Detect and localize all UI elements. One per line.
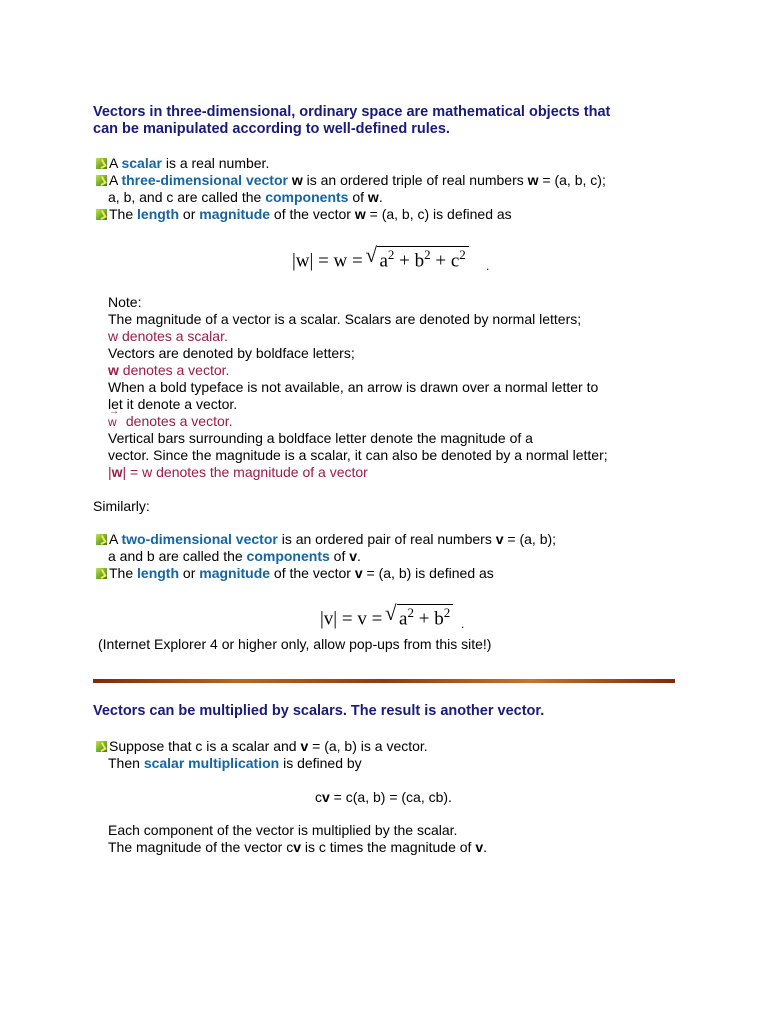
- similarly-label: Similarly:: [93, 498, 150, 514]
- formula-3d-period: .: [486, 259, 490, 273]
- intro-heading-line-2: can be manipulated according to well-defined rules.: [93, 121, 450, 137]
- length-term: length: [137, 206, 180, 222]
- note-line-1: The magnitude of a vector is a scalar. Scalars are denoted by normal letters;: [108, 311, 582, 327]
- bullet-icon: [96, 534, 107, 545]
- note-line-6: let it denote a vector.: [108, 396, 238, 412]
- magnitude-2d-formula: |v| = v = √ $a^2 + b^2$: [320, 604, 453, 630]
- closing-line-1: Each component of the vector is multiplied by the scalar.: [108, 822, 458, 838]
- scalar-mult-definition: Suppose that c is a scalar and v = (a, b) is a vector.: [96, 738, 428, 755]
- note-line-2: w denotes a scalar.: [108, 328, 228, 344]
- components-term: components: [246, 548, 330, 564]
- bullet-icon: [96, 209, 107, 220]
- two-dim-vector-term: two-dimensional vector: [121, 531, 278, 547]
- note-line-7: → w denotes a vector.: [108, 413, 233, 431]
- scalar-multiplication-term: scalar multiplication: [143, 755, 280, 771]
- note-line-5: When a bold typeface is not available, an arrow is drawn over a normal letter to: [108, 379, 599, 395]
- components-term: components: [265, 189, 349, 205]
- length-3d-definition: The length or magnitude of the vector w = (a, b, c) is defined as: [96, 206, 512, 223]
- magnitude-term: magnitude: [199, 206, 271, 222]
- three-dim-vector-definition: A three-dimensional vector w is an ordered triple of real numbers w = (a, b, c);: [96, 172, 606, 189]
- section-divider: [93, 679, 675, 683]
- browser-note: (Internet Explorer 4 or higher only, allow pop-ups from this site!): [98, 636, 492, 652]
- scalar-mult-formula: cv = c(a, b) = (ca, cb).: [315, 789, 452, 805]
- components-2d-line: a and b are called the components of v.: [108, 548, 361, 564]
- scalar-term: scalar: [121, 155, 162, 171]
- bullet-icon: [96, 158, 107, 169]
- section-2-heading: Vectors can be multiplied by scalars. The result is another vector.: [93, 703, 545, 719]
- magnitude-3d-formula: |w| = w = √ $a^2 + b^2 + c^2$: [292, 246, 469, 272]
- three-dim-vector-term: three-dimensional vector: [121, 172, 288, 188]
- two-dim-vector-definition: A two-dimensional vector is an ordered pair of real numbers v = (a, b);: [96, 531, 556, 548]
- length-term: length: [137, 565, 180, 581]
- formula-2d-period: .: [461, 617, 465, 631]
- intro-heading-line-1: Vectors in three-dimensional, ordinary space are mathematical objects that: [93, 104, 611, 120]
- scalar-mult-line-2: Then scalar multiplication is defined by: [108, 755, 362, 771]
- note-line-4: w denotes a vector.: [108, 362, 230, 378]
- bullet-icon: [96, 741, 107, 752]
- closing-line-2: The magnitude of the vector cv is c times the magnitude of v.: [108, 839, 488, 855]
- note-line-10: |w| = w denotes the magnitude of a vector: [108, 464, 368, 480]
- bullet-icon: [96, 175, 107, 186]
- vector-arrow-symbol: → w: [108, 414, 122, 431]
- note-line-8: Vertical bars surrounding a boldface letter denote the magnitude of a: [108, 430, 533, 446]
- note-line-3: Vectors are denoted by boldface letters;: [108, 345, 355, 361]
- square-root: √ $a^2 + b^2$: [397, 604, 453, 630]
- magnitude-term: magnitude: [199, 565, 271, 581]
- bullet-icon: [96, 568, 107, 579]
- scalar-definition: A scalar is a real number.: [96, 155, 269, 172]
- note-title: Note:: [108, 294, 142, 310]
- components-line: a, b, and c are called the components of w.: [108, 189, 383, 205]
- length-2d-definition: The length or magnitude of the vector v = (a, b) is defined as: [96, 565, 494, 582]
- square-root: √ $a^2 + b^2 + c^2$: [377, 246, 468, 272]
- note-line-9: vector. Since the magnitude is a scalar, it can also be denoted by a normal letter;: [108, 447, 608, 463]
